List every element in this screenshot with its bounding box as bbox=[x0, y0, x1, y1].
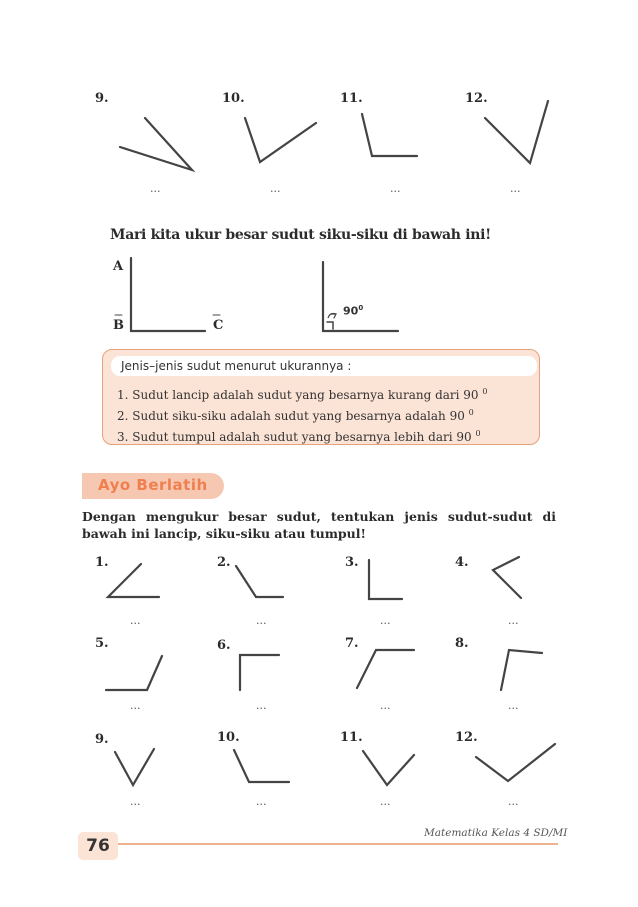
exercise-answer-2: ... bbox=[256, 614, 267, 627]
point-b-label: B bbox=[113, 318, 124, 333]
exercise-answer-5: ... bbox=[130, 699, 141, 712]
exercise-angle-1 bbox=[108, 564, 159, 597]
exercise-angle-9 bbox=[115, 749, 154, 785]
exercise-label-1: 1. bbox=[95, 555, 109, 570]
exercise-angle-4 bbox=[493, 557, 521, 598]
footer-rule bbox=[118, 843, 558, 845]
point-a-label: A bbox=[113, 259, 124, 274]
exercise-label-12: 12. bbox=[455, 730, 478, 745]
exercise-answer-8: ... bbox=[508, 699, 519, 712]
book-title: Matematika Kelas 4 SD/MI bbox=[424, 827, 568, 839]
exercise-angle-12 bbox=[476, 744, 555, 781]
top-answer-11: ... bbox=[390, 182, 401, 195]
exercise-label-6: 6. bbox=[217, 638, 231, 653]
exercise-instruction: Dengan mengukur besar sudut, tentukan jenis sudut-sudut di bawah ini lancip, siku-siku atau tumpul! bbox=[82, 509, 556, 541]
page-number: 76 bbox=[78, 832, 118, 860]
exercise-angle-2 bbox=[236, 566, 283, 597]
top-angle-label-12: 12. bbox=[465, 91, 488, 106]
measure-heading: Mari kita ukur besar sudut siku-siku di bawah ini! bbox=[110, 227, 491, 243]
exercise-answer-9: ... bbox=[130, 795, 141, 808]
exercise-label-9: 9. bbox=[95, 732, 109, 747]
exercise-answer-7: ... bbox=[380, 699, 391, 712]
exercise-label-2: 2. bbox=[217, 555, 231, 570]
exercise-angle-10 bbox=[234, 750, 289, 782]
exercise-angle-5 bbox=[106, 656, 162, 690]
exercise-title: Ayo Berlatih bbox=[98, 476, 208, 494]
point-c-label: C bbox=[213, 318, 224, 333]
exercise-label-3: 3. bbox=[345, 555, 359, 570]
exercise-answer-4: ... bbox=[508, 614, 519, 627]
exercise-angle-11 bbox=[363, 751, 414, 785]
exercise-answer-12: ... bbox=[508, 795, 519, 808]
exercise-label-5: 5. bbox=[95, 636, 109, 651]
exercise-label-11: 11. bbox=[340, 730, 363, 745]
exercise-label-7: 7. bbox=[345, 636, 359, 651]
exercise-answer-1: ... bbox=[130, 614, 141, 627]
top-answer-10: ... bbox=[270, 182, 281, 195]
exercise-label-10: 10. bbox=[217, 730, 240, 745]
exercise-angle-7 bbox=[357, 650, 414, 688]
angle-type-item: 1. Sudut lancip adalah sudut yang besarnya kurang dari 90 $^0$ bbox=[117, 387, 488, 402]
angle-type-item: 3. Sudut tumpul adalah sudut yang besarnya lebih dari 90 $^0$ bbox=[117, 429, 481, 444]
angle-types-title: Jenis–jenis sudut menurut ukurannya : bbox=[111, 356, 537, 376]
exercise-angle-3 bbox=[369, 560, 402, 599]
exercise-answer-3: ... bbox=[380, 614, 391, 627]
top-answer-12: ... bbox=[510, 182, 521, 195]
top-angle-label-11: 11. bbox=[340, 91, 363, 106]
exercise-angle-6 bbox=[240, 655, 279, 690]
exercise-angle-8 bbox=[501, 650, 542, 690]
exercise-answer-10: ... bbox=[256, 795, 267, 808]
angle-type-item: 2. Sudut siku-siku adalah sudut yang besarnya adalah 90 $^0$ bbox=[117, 408, 474, 423]
exercise-label-8: 8. bbox=[455, 636, 469, 651]
top-angle-label-9: 9. bbox=[95, 91, 109, 106]
exercise-answer-11: ... bbox=[380, 795, 391, 808]
protractor-label: $90^0$ bbox=[343, 304, 364, 318]
top-angle-label-10: 10. bbox=[222, 91, 245, 106]
top-answer-9: ... bbox=[150, 182, 161, 195]
exercise-answer-6: ... bbox=[256, 699, 267, 712]
exercise-label-4: 4. bbox=[455, 555, 469, 570]
